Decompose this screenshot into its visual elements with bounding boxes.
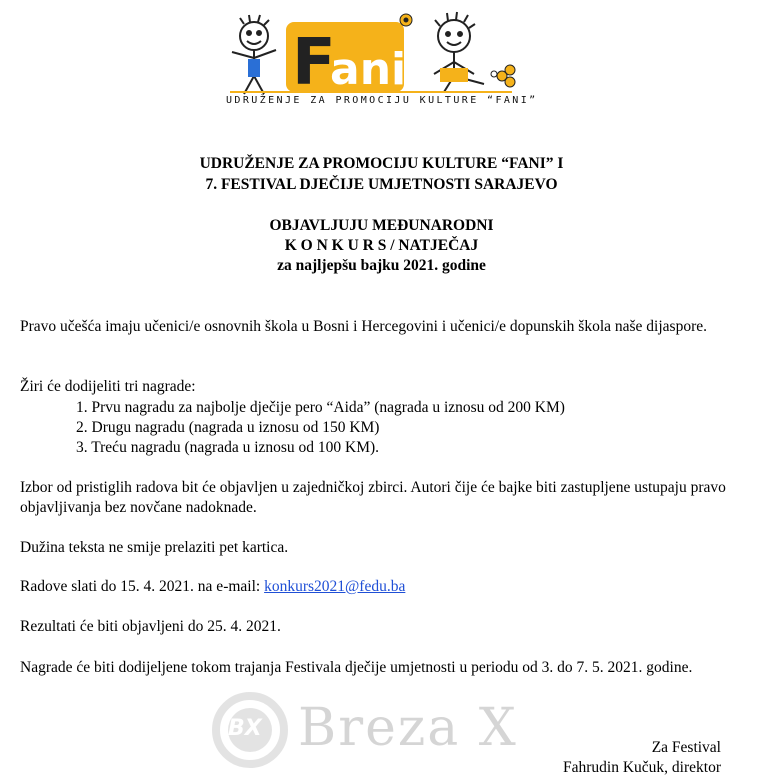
- svg-text:ani: ani: [330, 44, 407, 95]
- header-line-2: 7. FESTIVAL DJEČIJE UMJETNOSTI SARAJEVO: [205, 176, 558, 193]
- announcement-line-2: K O N K U R S / NATJEČAJ: [284, 237, 479, 254]
- submission-paragraph: [20, 577, 740, 597]
- signature-line-2: Fahrudin Kučuk, direktor: [563, 759, 721, 776]
- right-child-shirt: [440, 68, 468, 82]
- watermark-text: Breza X: [298, 698, 518, 758]
- announcement-line-3: za najljepšu bajku 2021. godine: [277, 257, 486, 274]
- publication-paragraph: Izbor od pristiglih radova bit će objavljen u zajedničkoj zbirci. Autori čije će bajke biti zastupljene ustupaju pravo objavljivanja bez novčane nadoknade.: [20, 479, 726, 516]
- length-paragraph: Dužina teksta ne smije prelaziti pet kartica.: [20, 539, 289, 556]
- awards-ceremony-paragraph: Nagrade će biti dodijeljene tokom trajanja Festivala dječije umjetnosti u periodu od 3. do 7. 5. 2021. godine.: [20, 659, 693, 676]
- watermark-badge-text: BX: [228, 716, 262, 741]
- left-child-shirt: [248, 59, 260, 77]
- left-child-figure: [232, 15, 276, 94]
- jury-intro: Žiri će dodijeliti tri nagrade:: [20, 378, 196, 395]
- award-item-1: 1. Prvu nagradu za najbolje dječije pero “Aida” (nagrada u iznosu od 200 KM): [76, 399, 565, 416]
- submission-text: Radove slati do 15. 4. 2021. na e-mail:: [20, 578, 265, 595]
- results-paragraph: Rezultati će biti objavljeni do 25. 4. 2021.: [20, 618, 281, 635]
- signature-line-1: Za Festival: [651, 739, 721, 756]
- fani-wordmark: [286, 22, 406, 100]
- eligibility-paragraph: Pravo učešća imaju učenici/e osnovnih škola u Bosni i Hercegovini i učenici/e dopunskih škola naše dijaspore.: [20, 318, 708, 335]
- header-line-1: UDRUŽENJE ZA PROMOCIJU KULTURE “FANI” I: [199, 155, 564, 172]
- award-item-3: 3. Treću nagradu (nagrada u iznosu od 100 KM).: [76, 439, 380, 456]
- ribbon-flower-icon: [491, 65, 515, 87]
- award-list: [76, 398, 565, 458]
- email-link[interactable]: konkurs2021@fedu.ba: [264, 578, 406, 595]
- svg-text:F: F: [292, 26, 336, 100]
- announcement-line-1: OBJAVLJUJU MEĐUNARODNI: [269, 217, 494, 234]
- award-item-2: 2. Drugu nagradu (nagrada u iznosu od 150 KM): [76, 419, 380, 436]
- flower-icon: [400, 14, 412, 26]
- logo-tagline: UDRUŽENJE ZA PROMOCIJU KULTURE “FANI”: [226, 95, 538, 106]
